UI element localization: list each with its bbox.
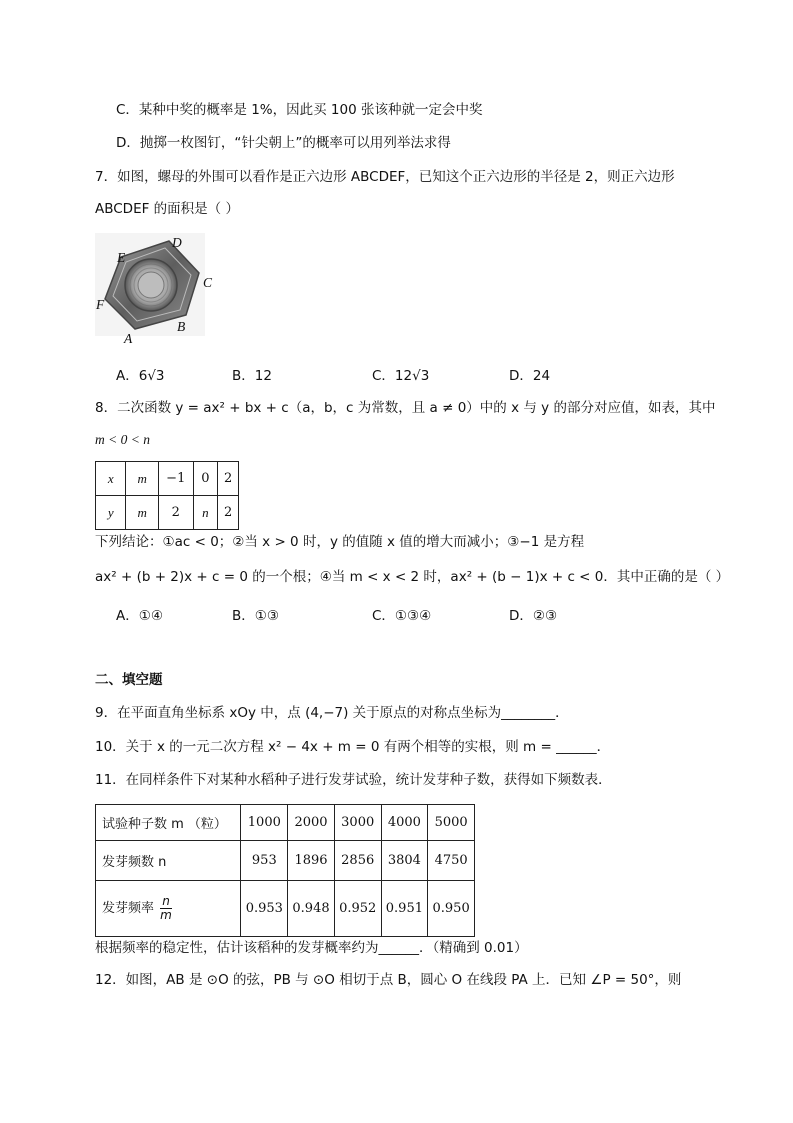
q7-stem-line1: 7．如图，螺母的外围可以看作是正六边形 ABCDEF，已知这个正六边形的半径是 2，则正六边形 bbox=[95, 169, 675, 185]
q7-option-d: D．24 bbox=[509, 368, 551, 384]
q10-text: 10．关于 x 的一元二次方程 x² − 4x + m = 0 有两个相等的实根，则 m = ______． bbox=[95, 739, 611, 755]
q8-option-c: C．①③④ bbox=[372, 608, 432, 624]
hex-label-f: F bbox=[96, 297, 105, 312]
q11-cell: 1896 bbox=[288, 841, 335, 881]
q11-stem: 11．在同样条件下对某种水稻种子进行发芽试验，统计发芽种子数，获得如下频数表． bbox=[95, 772, 612, 788]
q8-cell: −1 bbox=[158, 462, 193, 496]
q11-cell: 4750 bbox=[428, 841, 475, 881]
q11-frequency-table bbox=[95, 804, 475, 937]
section-title: 二、填空题 bbox=[95, 672, 163, 688]
q8-option-b: B．①③ bbox=[232, 608, 279, 624]
q11-cell: 3000 bbox=[334, 805, 381, 841]
hex-label-b: B bbox=[177, 319, 186, 334]
hex-label-a: A bbox=[124, 331, 133, 346]
q11-cell: 0.948 bbox=[288, 881, 335, 937]
q11-cell: 0.953 bbox=[241, 881, 288, 937]
q11-cell: 4000 bbox=[381, 805, 428, 841]
q8-value-table bbox=[95, 461, 239, 530]
q11-cell: 2856 bbox=[334, 841, 381, 881]
q9-text: 9．在平面直角坐标系 xOy 中，点 (4,−7) 关于原点的对称点坐标为________． bbox=[95, 705, 569, 721]
q12-text: 12．如图，AB 是 ⊙O 的弦，PB 与 ⊙O 相切于点 B，圆心 O 在线段 PA 上．已知 ∠P = 50°，则 bbox=[95, 972, 682, 988]
q11-cell: 5000 bbox=[428, 805, 475, 841]
q8-stem-line1: 8．二次函数 y = ax² + bx + c（a，b，c 为常数，且 a ≠ 0）中的 x 与 y 的部分对应值，如表，其中 bbox=[95, 400, 716, 416]
q11-cell: 0.950 bbox=[428, 881, 475, 937]
q8-option-a: A．①④ bbox=[116, 608, 163, 624]
q8-cell: m bbox=[126, 462, 158, 496]
hex-nut-figure bbox=[95, 233, 205, 336]
q8-stem-line3: 下列结论：①ac < 0；②当 x > 0 时，y 的值随 x 值的增大而减小；③−1 是方程 bbox=[95, 534, 585, 550]
q8-cell: x bbox=[96, 462, 126, 496]
q8-cell: 0 bbox=[193, 462, 218, 496]
q11-cell: 0.952 bbox=[334, 881, 381, 937]
q11-conclusion: 根据频率的稳定性，估计该稻种的发芽概率约为______．（精确到 0.01） bbox=[95, 940, 528, 956]
q8-cell: n bbox=[193, 496, 218, 530]
q11-cell: 953 bbox=[241, 841, 288, 881]
hex-label-d: D bbox=[172, 235, 182, 250]
q7-option-c: C．12√3 bbox=[372, 368, 430, 384]
q11-row-label-fraction bbox=[96, 881, 241, 937]
q8-cell: y bbox=[96, 496, 126, 530]
q8-option-d: D．②③ bbox=[509, 608, 558, 624]
q8-cell: 2 bbox=[158, 496, 193, 530]
q11-cell: 3804 bbox=[381, 841, 428, 881]
hex-label-c: C bbox=[203, 275, 213, 290]
q8-stem-line2: m < 0 < n bbox=[95, 432, 150, 447]
q11-cell: 0.951 bbox=[381, 881, 428, 937]
q11-row-label: 试验种子数 m （粒） bbox=[96, 805, 241, 841]
q7-option-a: A．6√3 bbox=[116, 368, 165, 384]
q11-row-label: 发芽频数 n bbox=[96, 841, 241, 881]
frequency-fraction bbox=[160, 895, 172, 922]
fraction-numerator: n bbox=[160, 895, 172, 909]
fraction-denominator: m bbox=[160, 908, 172, 922]
q11-cell: 2000 bbox=[288, 805, 335, 841]
q8-cell: 2 bbox=[218, 462, 239, 496]
q7-stem-line2: ABCDEF 的面积是（ ） bbox=[95, 201, 239, 217]
q8-cell: 2 bbox=[218, 496, 239, 530]
q7-option-b: B．12 bbox=[232, 368, 272, 384]
q8-cell: m bbox=[126, 496, 158, 530]
q6-option-c: C．某种中奖的概率是 1%，因此买 100 张该种就一定会中奖 bbox=[116, 102, 483, 118]
q11-cell: 1000 bbox=[241, 805, 288, 841]
q11-row-label: 发芽频率 bbox=[102, 901, 155, 916]
q6-option-d: D．抛掷一枚图钉，“针尖朝上”的概率可以用列举法求得 bbox=[116, 135, 451, 151]
q8-stem-line4: ax² + (b + 2)x + c = 0 的一个根；④当 m < x < 2 时，ax² + (b − 1)x + c < 0．其中正确的是（ ） bbox=[95, 569, 730, 585]
hex-label-e: E bbox=[117, 250, 126, 265]
